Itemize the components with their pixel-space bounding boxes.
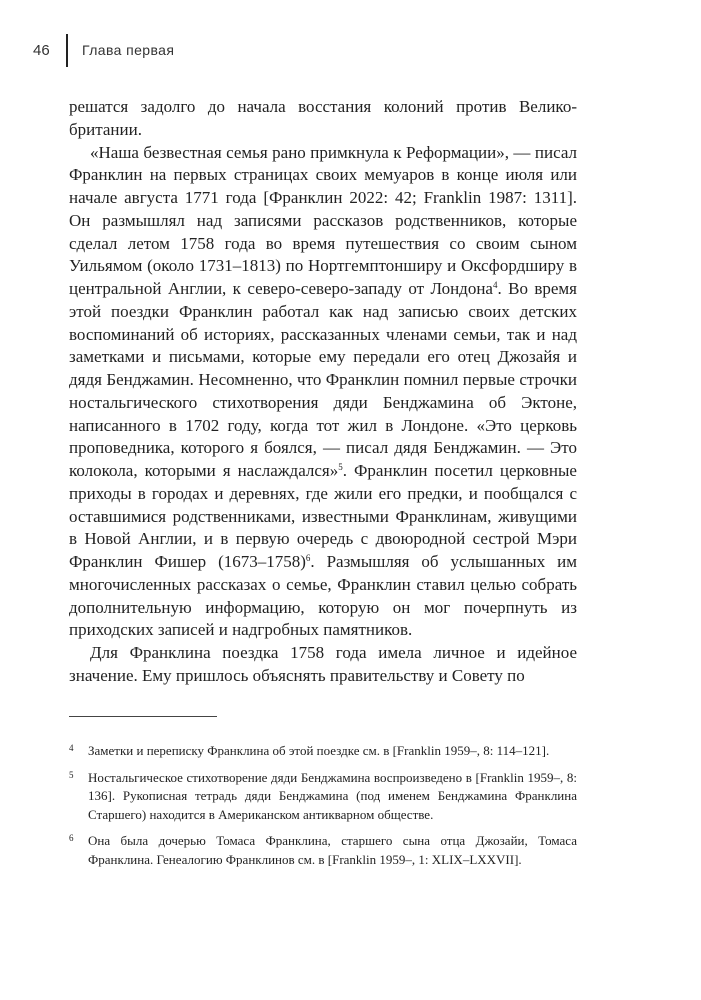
chapter-title: Глава первая: [82, 42, 175, 58]
footnote-text: Она была дочерью Томаса Франклина, старшего сына отца Джозайи, Томаса Франклина. Генеалогию Франклинов см. в [Franklin 1959–, 1: XLIX–LXXVII].: [88, 833, 577, 867]
footnote-4: [69, 742, 577, 761]
footnote-text: Ностальгическое стихотворение дяди Бенджамина воспроизведено в [Franklin 1959–, 8: 136]. Рукописная тетрадь дяди Бенджамина (под именем Бенджамина Франклина Старшего) находится в Американском антикварном обществе.: [88, 769, 577, 822]
paragraph-text: решатся задолго до начала восстания колоний против Великобритании.: [69, 97, 577, 139]
footnote-5: [69, 769, 577, 825]
paragraph-reformation: [69, 142, 577, 643]
footnote-mark: 6: [69, 833, 74, 843]
running-header: [0, 34, 701, 68]
footnotes: [69, 742, 577, 877]
body-text: [69, 96, 577, 688]
header-divider: [66, 34, 68, 67]
paragraph-text: . Размышляя об услышанных им многочисленных рассказах о семье, Франклин ставил целью собрать дополнительную информацию, которую он мог почерпнуть из приходских записей и надгробных памятников.: [69, 552, 577, 640]
footnote-6: [69, 832, 577, 869]
footnote-mark: 5: [69, 769, 74, 780]
footnote-separator: [69, 716, 217, 717]
paragraph-trip-1758: [69, 642, 577, 688]
paragraph-text: «Наша безвестная семья рано примкнула к Реформации», — писал Франклин на первых страницах своих мемуаров в конце июля или начале августа 1771 года [Франклин 2022: 42; Franklin 1987: 1311]. Он размышлял над записями рассказов родственников, которые сделал летом 1758 года во время путешествия со своим сыном Уильямом (около 1731–1813) по Нортгемптонширу и Оксфордширу в центральной Англии, к северо-северо-западу от Лондона: [69, 142, 577, 298]
footnote-text: Заметки и переписку Франклина об этой поездке см. в [Franklin 1959–, 8: 114–121].: [88, 743, 550, 758]
paragraph-continuation: [69, 96, 577, 142]
footnote-ref-4: 4: [492, 280, 498, 290]
footnote-ref-6: 6: [305, 553, 311, 563]
footnote-ref-5: 5: [338, 462, 343, 472]
paragraph-text: Для Франклина поездка 1758 года имела личное и идейное значение. Ему пришлось объяснять правительству и Совету по: [69, 643, 577, 685]
paragraph-text: . Франклин посетил церковные приходы в городах и деревнях, где жили его предки, и пообщался с оставшимися родственниками, известными Франклинам, живущими в Новой Англии, и в первую очередь с двоюродной сестрой Мэри Франклин Фишер (1673–1758): [69, 461, 577, 571]
paragraph-text: . Во время этой поездки Франклин работал как над записью своих детских воспоминаний об историях, рассказанных членами семьи, так и над заметками и письмами, которые ему передали его отец Джозайя и дядя Бенджамин. Несомненно, что Франклин помнил первые строчки ностальгического стихотворения дяди Бенджамина об Эктоне, написанного в 1702 году, когда тот жил в Лондоне. «Это церковь проповедника, которого я боялся, — писал дядя Бенджамин. — Это колокола, которыми я наслаждался»: [69, 279, 577, 480]
page-number: 46: [33, 42, 50, 59]
footnote-mark: 4: [69, 743, 74, 753]
